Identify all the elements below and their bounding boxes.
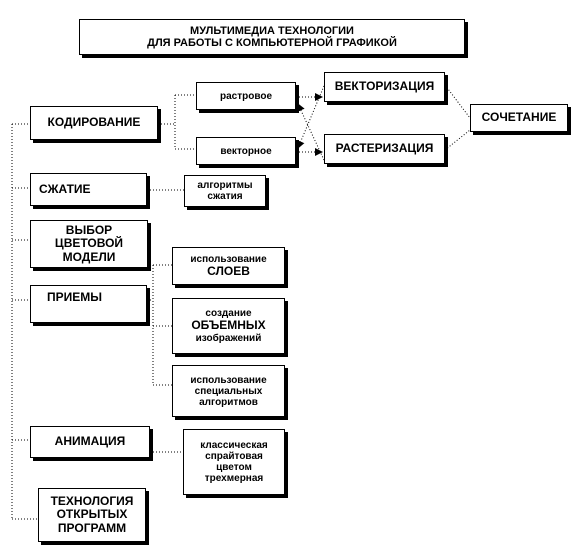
node-open-programs-line-1: ТЕХНОЛОГИЯ — [50, 494, 134, 509]
node-coding — [30, 106, 158, 140]
node-rasterization — [324, 134, 445, 164]
node-combination — [470, 104, 568, 132]
node-animation-types-line-1: классическая — [200, 440, 268, 451]
node-animation — [30, 426, 150, 458]
node-animation-types-line-3: цветом — [216, 462, 252, 473]
node-rasterization-label: РАСТЕРИЗАЦИЯ — [335, 141, 434, 156]
node-volumetric-line-3: изображений — [195, 332, 262, 344]
node-layers-line-1: использование — [190, 253, 267, 265]
node-color-model-line-1: ВЫБОР — [65, 223, 113, 238]
node-vectorization — [324, 72, 445, 102]
node-layers — [172, 247, 285, 285]
title-line-1: МУЛЬТИМЕДИА ТЕХНОЛОГИИ — [190, 24, 354, 37]
node-raster-label: растровое — [219, 90, 273, 102]
node-compression — [30, 173, 147, 206]
node-techniques — [30, 285, 147, 323]
node-special-algorithms-line-3: алгоритмов — [199, 396, 258, 408]
node-compression-algorithms — [184, 175, 266, 207]
node-animation-types-line-2: спрайтовая — [205, 451, 263, 462]
node-animation-types — [183, 429, 285, 495]
node-vector-label: векторное — [220, 145, 272, 157]
node-animation-label: АНИМАЦИЯ — [54, 434, 126, 449]
node-open-programs-line-2: ОТКРЫТЫХ — [56, 507, 128, 522]
node-volumetric-line-2: ОБЪЕМНЫХ — [191, 318, 266, 333]
node-layers-line-2: СЛОЕВ — [207, 263, 250, 278]
node-special-algorithms-line-2: специальных — [194, 385, 263, 397]
node-animation-types-line-4: трехмерная — [204, 473, 264, 484]
node-open-programs — [38, 488, 146, 542]
node-vector — [196, 137, 296, 165]
node-special-algorithms — [172, 365, 285, 417]
node-compression-label: СЖАТИЕ — [39, 181, 91, 196]
node-color-model-line-2: ЦВЕТОВОЙ — [54, 236, 124, 251]
title-box — [79, 19, 465, 55]
node-volumetric — [172, 298, 285, 354]
node-color-model-line-3: МОДЕЛИ — [62, 249, 116, 264]
node-color-model — [30, 220, 148, 268]
node-techniques-label: ПРИЕМЫ — [46, 290, 102, 304]
node-special-algorithms-line-1: использование — [190, 374, 267, 386]
node-vectorization-label: ВЕКТОРИЗАЦИЯ — [334, 79, 435, 94]
node-volumetric-line-1: создание — [205, 308, 252, 320]
node-coding-label: КОДИРОВАНИЕ — [47, 115, 141, 130]
node-open-programs-line-3: ПРОГРАММ — [57, 520, 127, 535]
title-line-2: ДЛЯ РАБОТЫ С КОМПЬЮТЕРНОЙ ГРАФИКОЙ — [147, 37, 397, 49]
node-combination-label: СОЧЕТАНИЕ — [481, 110, 557, 125]
node-raster — [196, 82, 296, 110]
node-compression-algorithms-line-2: сжатия — [207, 191, 243, 202]
node-compression-algorithms-line-1: алгоритмы — [197, 180, 253, 191]
